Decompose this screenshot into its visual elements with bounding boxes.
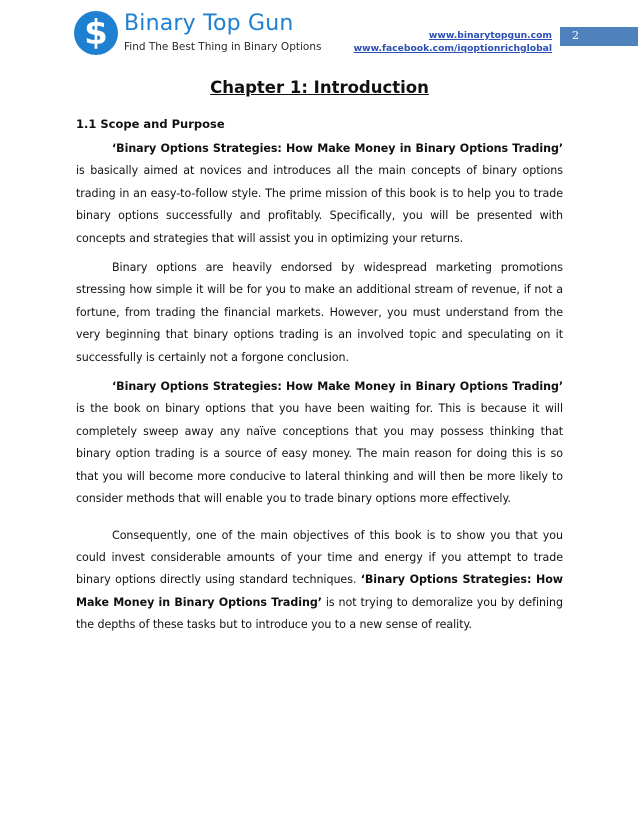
paragraph-2: Binary options are heavily endorsed by widespread marketing promotions stressing how simple it will be for you to make an additional stream of revenue, if not a fortune, from trading the financial markets. However, you must understand from the very beginning that binary options trading is an involved topic and speculating on it successfully is certainly not a forgone conclusion. [76,261,563,364]
header-links [354,29,552,55]
page-number: 2 [560,27,638,45]
paragraph-1 [76,138,563,250]
paragraph-3-text: is the book on binary options that you have been waiting for. This is because it will completely sweep away any naïve conceptions that you may possess thinking that binary option trading is a source of easy money. The main reason for doing this is so that you will become more conducive to lateral thinking and will then be more likely to consider methods that will enable you to trade binary options more effectively. [76,402,563,506]
book-title: ‘Binary Options Strategies: How Make Money in Binary Options Trading’ [76,573,563,609]
paragraph-1-text: is basically aimed at novices and introduces all the main concepts of binary options trading in an easy-to-follow style. The prime mission of this book is to help you to trade binary options successfully and profitably. Specifically, you will be presented with concepts and strategies that will assist you in optimizing your returns. [76,164,563,245]
book-title: ‘Binary Options Strategies: How Make Money in Binary Options Trading’ [112,380,563,394]
brand-tagline: Find The Best Thing in Binary Options [124,41,322,53]
brand-logo [74,11,322,57]
paragraph-4-end: is not trying to demoralize you by defining the depths of these tasks but to introduce you to a new sense of reality. [76,595,564,632]
dollar-icon: $ [74,11,118,55]
book-title: ‘Binary Options Strategies: How Make Money in Binary Options Trading’ [112,142,563,155]
header-divider [560,45,638,46]
brand-name: Binary Top Gun [124,11,294,36]
paragraph-3 [76,376,563,510]
website-link[interactable]: www.binarytopgun.com [428,30,552,41]
page-header [0,0,638,70]
facebook-link[interactable]: www.facebook.com/iqoptionrichglobal [353,43,552,54]
document-body [76,76,563,637]
paragraph-4-text: Consequently, one of the main objectives of this book is to show you that you could invest considerable amounts of your time and energy if you attempt to trade binary options directly using standard techniques. [76,528,563,587]
paragraph-4 [76,525,563,637]
section-title: 1.1 Scope and Purpose [76,117,225,131]
chapter-title: Chapter 1: Introduction [210,78,429,97]
